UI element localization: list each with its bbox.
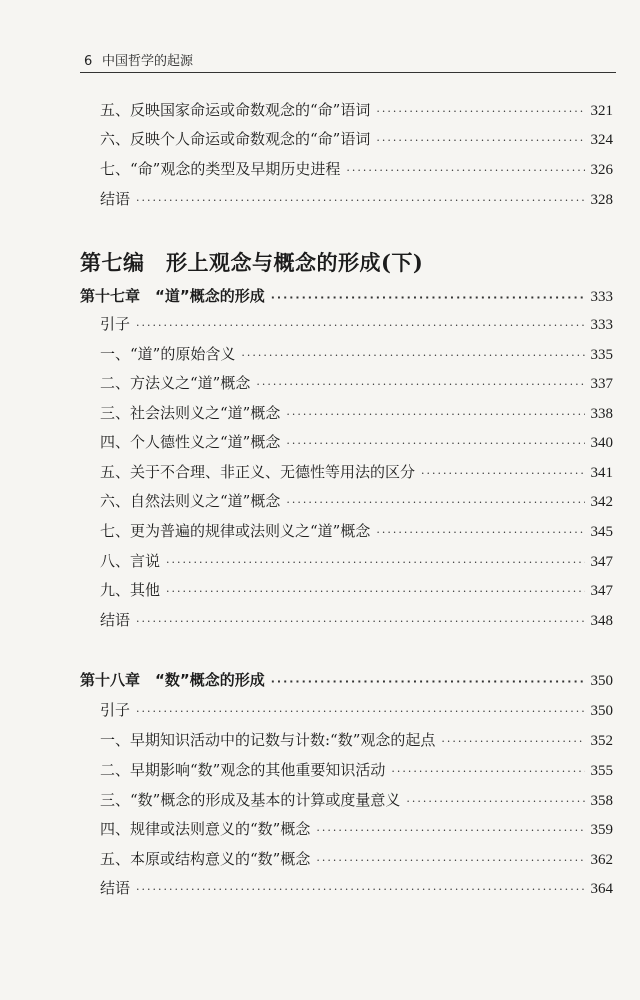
dot-leader <box>406 790 584 814</box>
toc-entry <box>80 157 613 181</box>
toc-entry-page: 341 <box>590 465 613 481</box>
toc-entry <box>80 342 613 366</box>
dot-leader <box>271 286 585 310</box>
toc-entry-label: 六、反映个人命运或命数观念的“命”语词 <box>100 130 371 148</box>
toc-entry-page: 340 <box>590 435 613 451</box>
toc-entry-page: 321 <box>590 103 613 119</box>
toc-entry-page: 324 <box>590 132 613 148</box>
dot-leader <box>441 730 584 754</box>
dot-leader <box>316 819 584 843</box>
dot-leader <box>391 760 584 784</box>
chapter-heading <box>80 668 613 692</box>
toc-entry-label: 三、“数”概念的形成及基本的计算或度量意义 <box>100 791 401 809</box>
dot-leader <box>136 878 584 902</box>
dot-leader <box>271 670 585 694</box>
toc-entry-label: 七、“命”观念的类型及早期历史进程 <box>100 160 341 178</box>
book-title: 中国哲学的起源 <box>102 54 194 69</box>
running-header <box>84 50 193 69</box>
dot-leader <box>376 100 584 124</box>
header-rule <box>80 72 616 73</box>
dot-leader <box>256 373 584 397</box>
toc-entry-page: 355 <box>590 763 613 779</box>
toc-entry-label: 引子 <box>100 701 131 719</box>
toc-entry <box>80 698 613 722</box>
toc-entry-page: 350 <box>590 703 613 719</box>
page-number: 6 <box>84 54 93 69</box>
toc-entry-label: 一、“道”的原始含义 <box>100 345 236 363</box>
toc-entry-page: 359 <box>590 822 613 838</box>
toc-entry-label: 四、规律或法则意义的“数”概念 <box>100 820 311 838</box>
toc-entry <box>80 578 613 602</box>
toc-entry-page: 337 <box>590 376 613 392</box>
toc-entry-label: 三、社会法则义之“道”概念 <box>100 404 281 422</box>
toc-entry-page: 362 <box>590 852 613 868</box>
toc-entry-label: 结语 <box>100 879 131 897</box>
dot-leader <box>136 610 584 634</box>
dot-leader <box>376 129 584 153</box>
toc-entry-page: 335 <box>590 347 613 363</box>
toc-entry-label: 五、关于不合理、非正义、无德性等用法的区分 <box>100 463 416 481</box>
toc-entry <box>80 312 613 336</box>
dot-leader <box>286 432 584 456</box>
toc-entry-page: 352 <box>590 733 613 749</box>
toc-entry <box>80 549 613 573</box>
toc-entry <box>80 460 613 484</box>
chapter-title: 第十七章 “道”概念的形成 <box>80 287 265 305</box>
dot-leader <box>316 849 584 873</box>
chapter-title: 第十八章 “数”概念的形成 <box>80 671 265 689</box>
dot-leader <box>286 491 584 515</box>
toc-entry-label: 引子 <box>100 315 131 333</box>
dot-leader <box>241 344 584 368</box>
dot-leader <box>136 700 584 724</box>
toc-entry-page: 364 <box>590 881 613 897</box>
toc-entry-page: 347 <box>590 554 613 570</box>
dot-leader <box>166 580 584 604</box>
toc-entry <box>80 401 613 425</box>
toc-entry-label: 二、早期影响“数”观念的其他重要知识活动 <box>100 761 386 779</box>
toc-entry-page: 348 <box>590 613 613 629</box>
toc-entry <box>80 187 613 211</box>
dot-leader <box>166 551 584 575</box>
toc-entry-label: 六、自然法则义之“道”概念 <box>100 492 281 510</box>
part-heading: 第七编 形上观念与概念的形成(下) <box>80 250 424 275</box>
toc-entry-label: 一、早期知识活动中的记数与计数:“数”观念的起点 <box>100 731 436 749</box>
toc-entry <box>80 728 613 752</box>
toc-entry-label: 八、言说 <box>100 552 161 570</box>
toc-entry <box>80 519 613 543</box>
chapter-page: 350 <box>590 673 613 689</box>
toc-entry <box>80 98 613 122</box>
toc-entry-label: 结语 <box>100 611 131 629</box>
toc-entry <box>80 127 613 151</box>
toc-entry-page: 328 <box>590 192 613 208</box>
toc-entry-label: 二、方法义之“道”概念 <box>100 374 251 392</box>
chapter-heading <box>80 284 613 308</box>
toc-entry <box>80 817 613 841</box>
toc-entry <box>80 430 613 454</box>
toc-entry-label: 九、其他 <box>100 581 161 599</box>
toc-entry <box>80 847 613 871</box>
toc-entry-label: 七、更为普遍的规律或法则义之“道”概念 <box>100 522 371 540</box>
dot-leader <box>136 314 584 338</box>
toc-entry-label: 结语 <box>100 190 131 208</box>
toc-entry-page: 333 <box>590 317 613 333</box>
toc-entry-label: 五、本原或结构意义的“数”概念 <box>100 850 311 868</box>
toc-entry-page: 326 <box>590 162 613 178</box>
toc-entry <box>80 608 613 632</box>
toc-entry-page: 342 <box>590 494 613 510</box>
dot-leader <box>376 521 584 545</box>
dot-leader <box>346 159 584 183</box>
chapter-page: 333 <box>590 289 613 305</box>
dot-leader <box>136 189 584 213</box>
toc-entry <box>80 489 613 513</box>
toc-entry-page: 358 <box>590 793 613 809</box>
toc-entry <box>80 371 613 395</box>
dot-leader <box>421 462 584 486</box>
toc-entry-page: 347 <box>590 583 613 599</box>
toc-entry <box>80 788 613 812</box>
toc-entry-page: 338 <box>590 406 613 422</box>
toc-entry-page: 345 <box>590 524 613 540</box>
toc-entry <box>80 758 613 782</box>
toc-entry <box>80 876 613 900</box>
dot-leader <box>286 403 584 427</box>
toc-entry-label: 五、反映国家命运或命数观念的“命”语词 <box>100 101 371 119</box>
toc-entry-label: 四、个人德性义之“道”概念 <box>100 433 281 451</box>
